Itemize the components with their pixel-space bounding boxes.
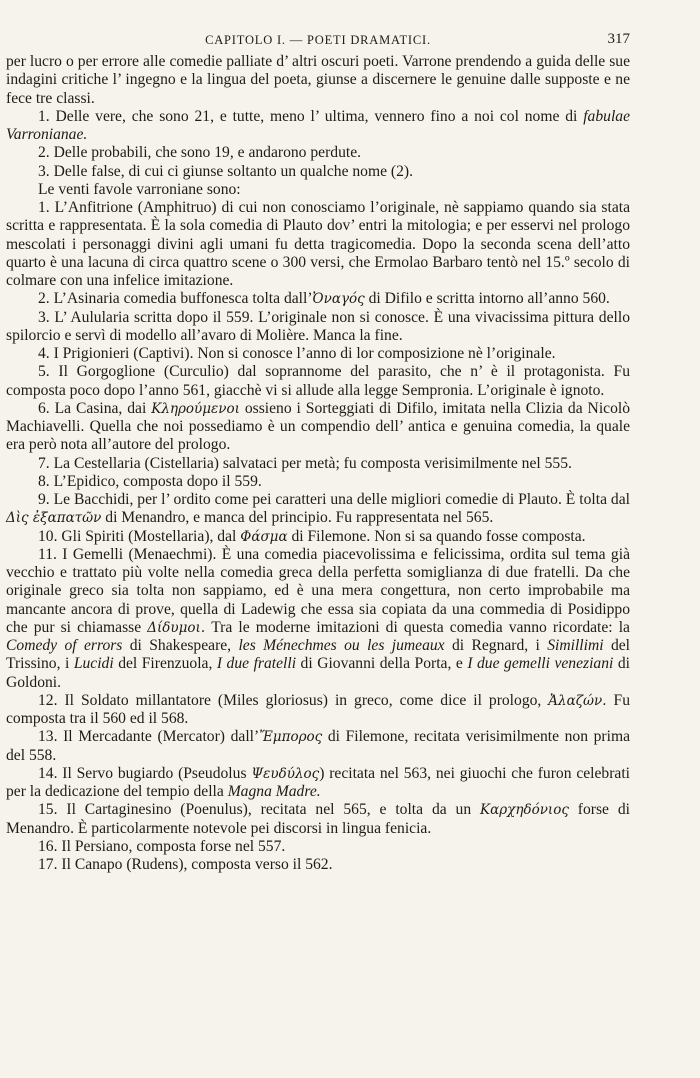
paragraph-class-2 xyxy=(6,144,630,162)
paragraph-fabula-2 xyxy=(6,290,630,308)
paragraph-fabula-4 xyxy=(6,345,630,363)
text: 11. I Gemelli (Menaechmi). È una comedia piacevolissima e felicissima, ordita sul tema già vecchio e trattato più volte nella comedia greca della perfetta somiglianza di due fratelli. Da che originale greco sia tolta non sappiamo, ed è una mera congettura, non certo improbabile ma mancante ancora di prove, quella di Ladewig che essa sia copiata da una commedia di Posidippo che pur si chiamasse xyxy=(6,545,630,636)
paragraph-class-3 xyxy=(6,163,630,181)
greek-text: Ψευδύλος xyxy=(251,765,320,782)
running-head: CAPITOLO I. — POETI DRAMATICI. xyxy=(205,33,431,47)
paragraph-fabula-16 xyxy=(6,838,630,856)
greek-text: Ὀναγός xyxy=(312,291,365,308)
italic-title: I due gemelli veneziani xyxy=(467,655,614,673)
text: 17. Il Canapo (Rudens), composta verso il 562. xyxy=(38,856,333,873)
paragraph-fabula-5 xyxy=(6,363,630,400)
text: Le venti favole varroniane sono: xyxy=(38,180,241,198)
italic-text: fabulae Varronianae. xyxy=(6,107,630,143)
text: 5. Il Gorgoglione (Curculio) dal soprannome del parasito, che n’ è il protagonista. Fu composta poco dopo l’anno 561, giacchè vi si allude alla legge Sempronia. L’originale è ignoto. xyxy=(6,363,630,399)
italic-title: les Ménechmes ou les jumeaux xyxy=(238,637,445,654)
greek-text: Ἀλαζών. xyxy=(548,692,607,709)
paragraph-fabula-13 xyxy=(6,728,630,765)
text: Fu composta tra il 560 ed il 568. xyxy=(6,691,630,727)
paragraph-fabula-1 xyxy=(6,199,630,290)
text: 2. Delle probabili, che sono 19, e andarono perdute. xyxy=(38,144,362,162)
text: di Difilo e scritta intorno all’anno 560. xyxy=(364,290,610,308)
text: del Trissino, i xyxy=(6,637,630,673)
greek-text: Καρχηδόνιος xyxy=(480,802,569,819)
text: 2. L’Asinaria comedia buffonesca tolta dall’ xyxy=(38,290,313,308)
text: 1. L’Anfitrione (Amphitruo) di cui non conosciamo l’originale, nè sappiamo quando sia stata scritta e rappresentata. È la sola comedia di Plauto dov’ entri la mitologia; e per esservi nel prologo mescolati i personaggi divini agli umani fu detta tragicomedia. Dopo la seconda scena dell’atto quarto è una lacuna di circa quattro scene o 300 versi, che Ermolao Barbaro tentò nel 15.º secolo di colmare con una infelice imitazione. xyxy=(6,199,630,289)
text: 14. Il Servo bugiardo (Pseudolus xyxy=(38,764,252,782)
paragraph-venti xyxy=(6,181,630,199)
greek-text: Δίδυμοι. xyxy=(147,619,206,636)
paragraph-class-1 xyxy=(6,108,630,145)
paragraph-fabula-12 xyxy=(6,692,630,729)
text: di Menandro, e manca del principio. Fu rappresentata nel 565. xyxy=(101,509,494,527)
text: del Firenzuola, xyxy=(113,655,217,673)
italic-title: I due fratelli xyxy=(216,655,297,673)
greek-text: Δὶς ἐξαπατῶν xyxy=(6,510,102,527)
text: 12. Il Soldato millantatore (Miles gloriosus) in greco, come dice il prologo, xyxy=(38,691,549,709)
paragraph-fabula-15 xyxy=(6,801,630,838)
page-number: 317 xyxy=(607,31,630,47)
text: di Filemone. Non si sa quando fosse composta. xyxy=(287,527,586,545)
text: Tra le moderne imitazioni di questa comedia vanno ricordate: la xyxy=(205,618,630,636)
text: 7. La Cestellaria (Cistellaria) salvataci per metà; fu composta verisimilmente nel 555. xyxy=(38,454,572,472)
text: 8. L’Epidico, composta dopo il 559. xyxy=(38,472,262,490)
text: 3. L’ Aulularia scritta dopo il 559. L’originale non si conosce. È una vivacissima pittura dello spilorcio e servì di modello all’avaro di Molière. Manca la fine. xyxy=(6,308,630,344)
paragraph-intro xyxy=(6,53,630,108)
text: di Goldoni. xyxy=(6,655,630,691)
text: ) recitata nel 563, nei giuochi che furon celebrati per la dedicazione del tempio della xyxy=(6,764,630,800)
text: di Shakespeare, xyxy=(122,637,239,654)
text: 10. Gli Spiriti (Mostellaria), dal xyxy=(38,527,241,545)
italic-title: Comedy of errors xyxy=(6,637,123,654)
paragraph-fabula-9 xyxy=(6,491,630,528)
text: 6. La Casina, dai xyxy=(38,399,152,417)
paragraph-fabula-10 xyxy=(6,528,630,546)
greek-text: Φάσμα xyxy=(240,528,288,545)
text: 13. Il Mercadante (Mercator) dall’ xyxy=(38,728,260,746)
paragraph-fabula-6 xyxy=(6,400,630,455)
paragraph-fabula-11 xyxy=(6,546,630,692)
text: 4. I Prigionieri (Captivi). Non si conosce l’anno di lor composizione nè l’originale. xyxy=(38,345,556,362)
text: 16. Il Persiano, composta forse nel 557. xyxy=(38,837,286,855)
text: 15. Il Cartaginesino (Poenulus), recitata nel 565, e tolta da un xyxy=(38,801,481,819)
greek-text: Κληρούμενοι xyxy=(151,400,240,417)
paragraph-fabula-3 xyxy=(6,309,630,346)
text: di Regnard, i xyxy=(444,637,548,654)
paragraph-fabula-8 xyxy=(6,473,630,491)
page-body xyxy=(6,53,630,874)
text: forse di Menandro. È particolarmente notevole pei discorsi in lingua fenicia. xyxy=(6,801,630,837)
text: per lucro o per errore alle comedie palliate d’ altri oscuri poeti. Varrone prendendo a guida delle sue indagini critiche l’ ingegno e la lingua del poeta, giunse a discernere le genuine dalle supposte e ne fece tre classi. xyxy=(6,53,630,107)
page-header xyxy=(6,31,630,51)
paragraph-fabula-14 xyxy=(6,765,630,802)
text: ossieno i Sorteggiati di Difilo, imitata nella Clizia da Nicolò Machiavelli. Quella che noi possediamo è un compendio dell’ antica e genuina comedia, la quale era però nota all’autore del prologo. xyxy=(6,399,630,454)
text: di Filemone, recitata verisimilmente non prima del 558. xyxy=(6,728,631,764)
italic-title: Lucidi xyxy=(73,655,114,673)
text: 3. Delle false, di cui ci giunse soltanto un qualche nome (2). xyxy=(38,162,414,180)
text: 1. Delle vere, che sono 21, e tutte, meno l’ ultima, vennero fino a noi col nome di xyxy=(38,107,584,125)
italic-text: Magna Madre. xyxy=(227,783,321,800)
text: 9. Le Bacchidi, per l’ ordito come pei caratteri una delle migliori comedie di Plauto. È tolta dal xyxy=(38,491,630,508)
paragraph-fabula-7 xyxy=(6,455,630,473)
italic-title: Simillimi xyxy=(547,637,604,654)
greek-text: Ἔμπορος xyxy=(259,729,323,746)
paragraph-fabula-17 xyxy=(6,856,630,874)
text: di Giovanni della Porta, e xyxy=(296,655,468,673)
